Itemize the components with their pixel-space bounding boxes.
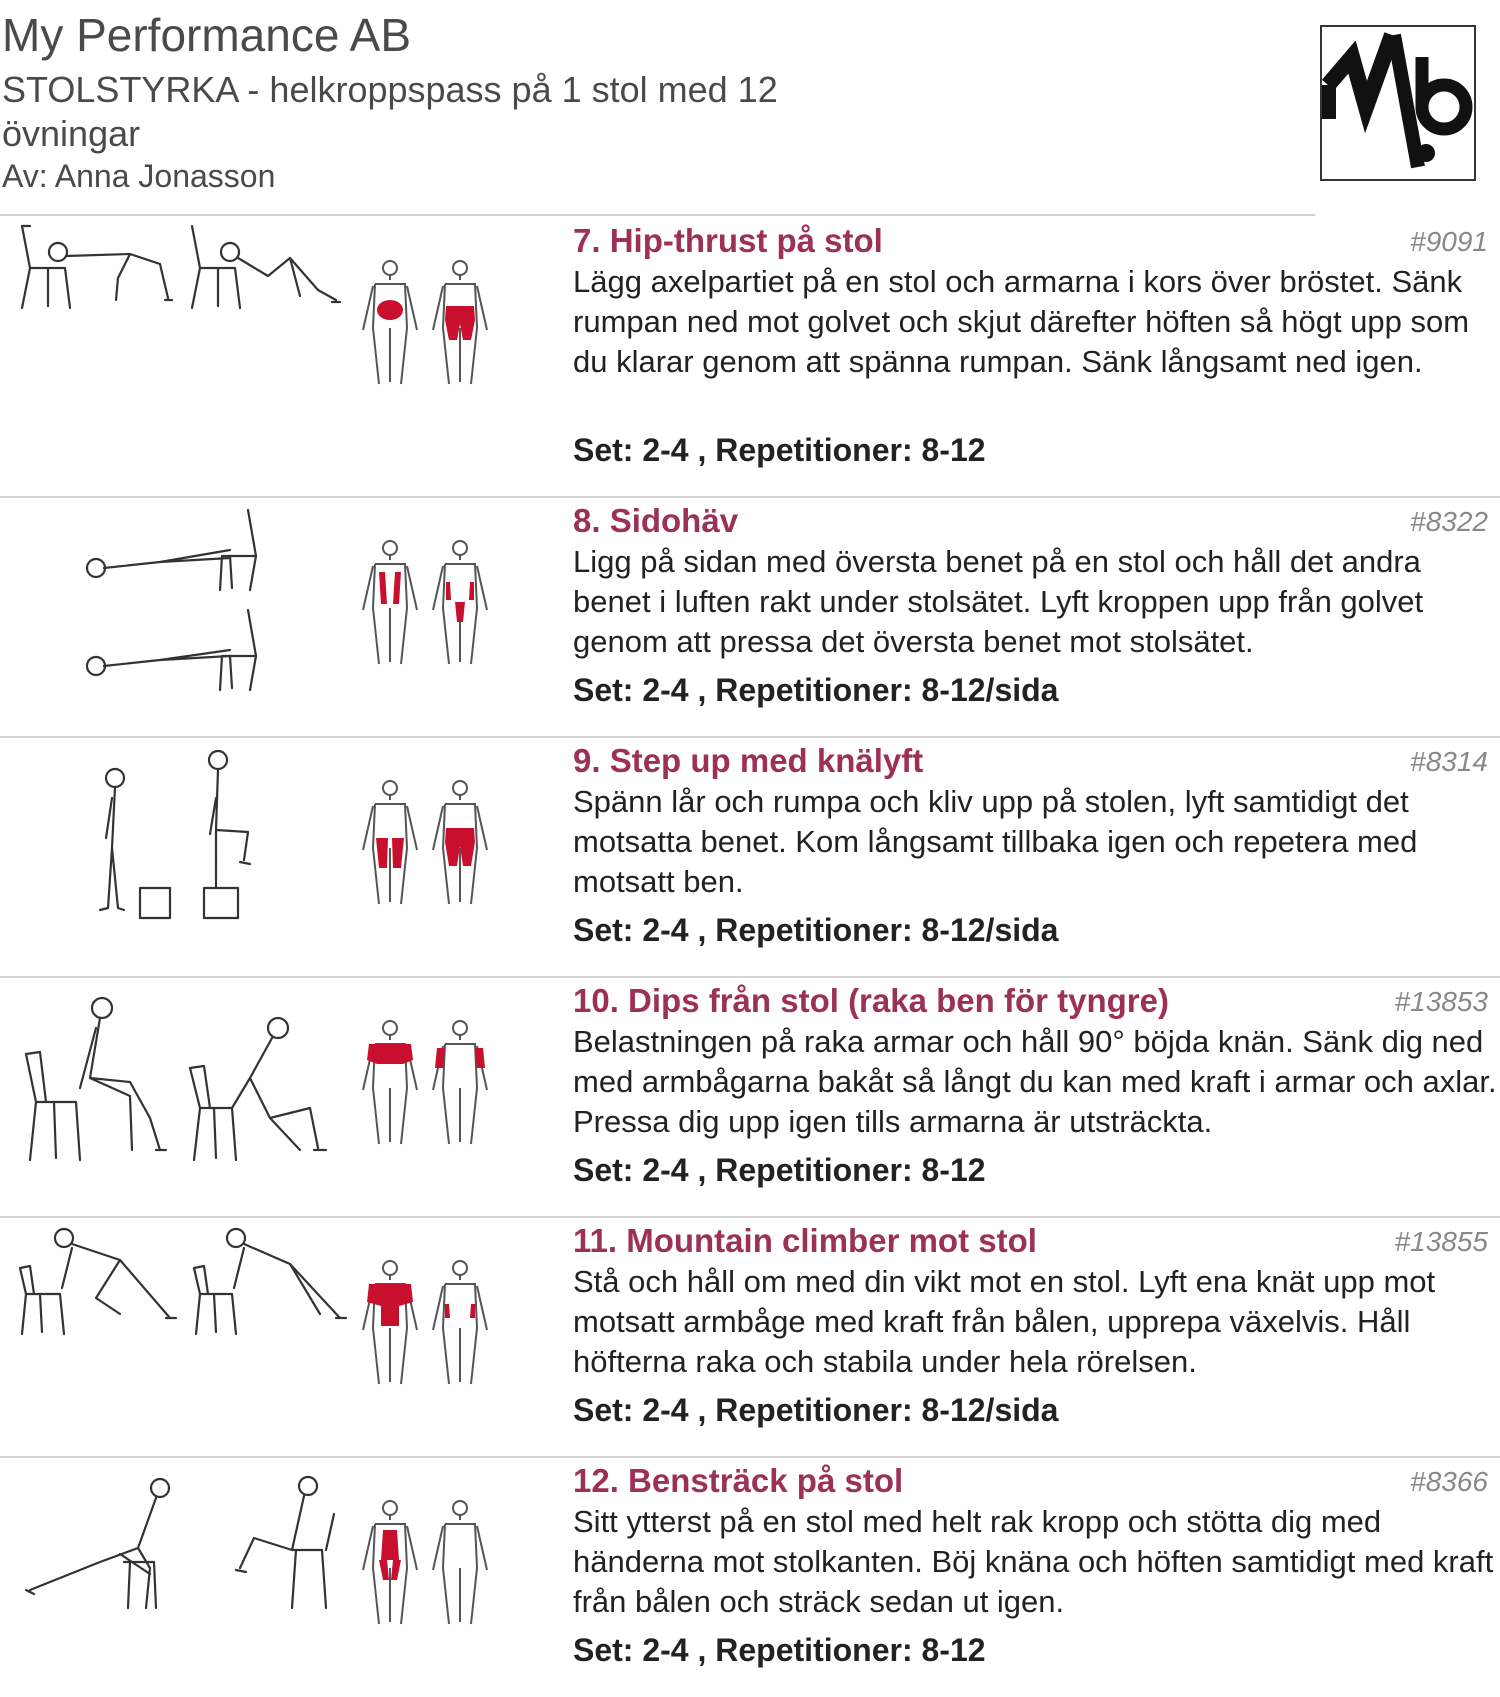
exercise-sets: Set: 2-4 , Repetitioner: 8-12 (573, 1152, 986, 1188)
exercise-illustration-mountain-climber (0, 1218, 355, 1408)
exercise-illustration-hip-thrust (0, 218, 355, 328)
exercise-title: 7. Hip-thrust på stol (573, 222, 883, 259)
muscle-diagram-arms-shoulders (355, 978, 495, 1148)
my-performance-logo-icon (1320, 25, 1476, 181)
page-header (0, 0, 1320, 214)
exercise-description: Stå och håll om med din vikt mot en stol. Lyft ena knät upp mot motsatt armbåge med kraft från bålen, upprepa växelvis. Håll höfterna raka och stabila under hela rörelsen. (573, 1264, 1436, 1379)
exercise-card (0, 978, 1500, 1218)
exercise-illustration-step-up (0, 738, 355, 928)
exercise-description: Belastningen på raka armar och håll 90° böjda knän. Sänk dig ned med armbågarna bakåt så långt du kan med kraft i armar och axlar. Pressa dig upp igen tills armarna är utsträckta. (573, 1024, 1497, 1139)
exercise-card (0, 498, 1500, 738)
exercise-card (0, 1218, 1500, 1458)
exercise-sets: Set: 2-4 , Repetitioner: 8-12 (573, 1632, 986, 1668)
exercise-illustration-leg-extension (0, 1458, 355, 1648)
muscle-diagram-obliques (355, 498, 495, 668)
exercise-description: Ligg på sidan med översta benet på en stol och håll det andra benet i luften rakt under stolsätet. Lyft kroppen upp från golvet genom att pressa det översta benet mot stolsätet. (573, 544, 1424, 659)
exercise-title: 8. Sidohäv (573, 502, 739, 539)
exercise-code: #8322 (1410, 506, 1488, 537)
exercise-code: #8366 (1410, 1466, 1488, 1497)
exercise-code: #9091 (1410, 226, 1488, 257)
muscle-diagram-legs (355, 738, 495, 908)
program-title: STOLSTYRKA - helkroppspass på 1 stol med 12 övningar (2, 69, 778, 154)
exercise-description: Lägg axelpartiet på en stol och armarna i kors över bröstet. Sänk rumpan ned mot golvet och skjut därefter höften så högt upp som du klarar genom att spänna rumpan. Sänk långsamt ned igen. (573, 264, 1470, 379)
header-divider (0, 214, 1315, 216)
exercise-illustration-side-lift (0, 498, 355, 698)
exercise-sets: Set: 2-4 , Repetitioner: 8-12/sida (573, 912, 1059, 948)
exercise-title: 12. Bensträck på stol (573, 1462, 904, 1499)
exercise-title: 9. Step up med knälyft (573, 742, 924, 779)
exercise-code: #8314 (1410, 746, 1488, 777)
exercise-card (0, 218, 1500, 498)
company-name: My Performance AB (2, 9, 412, 61)
exercise-title: 10. Dips från stol (raka ben för tyngre) (573, 982, 1169, 1019)
muscle-diagram-core-chest (355, 1218, 495, 1388)
exercise-sets: Set: 2-4 , Repetitioner: 8-12/sida (573, 672, 1059, 708)
exercise-sets: Set: 2-4 , Repetitioner: 8-12 (573, 432, 986, 468)
exercise-illustration-dips (0, 978, 355, 1168)
muscle-diagram-abs (355, 1458, 495, 1628)
exercise-code: #13855 (1394, 1226, 1488, 1257)
exercise-title: 11. Mountain climber mot stol (573, 1222, 1037, 1259)
author-line: Av: Anna Jonasson (2, 158, 276, 194)
exercise-description: Sitt ytterst på en stol med helt rak kropp och stötta dig med händerna mot stolkanten. Böj knäna och höften samtidigt med kraft från bålen och sträck sedan ut igen. (573, 1504, 1494, 1619)
exercise-card (0, 738, 1500, 978)
exercise-card (0, 1458, 1500, 1697)
exercise-code: #13853 (1394, 986, 1488, 1017)
muscle-diagram-glutes (355, 218, 495, 388)
exercise-description: Spänn lår och rumpa och kliv upp på stolen, lyft samtidigt det motsatta benet. Kom långsamt tillbaka igen och repetera med motsatt ben. (573, 784, 1418, 899)
exercise-sets: Set: 2-4 , Repetitioner: 8-12/sida (573, 1392, 1059, 1428)
